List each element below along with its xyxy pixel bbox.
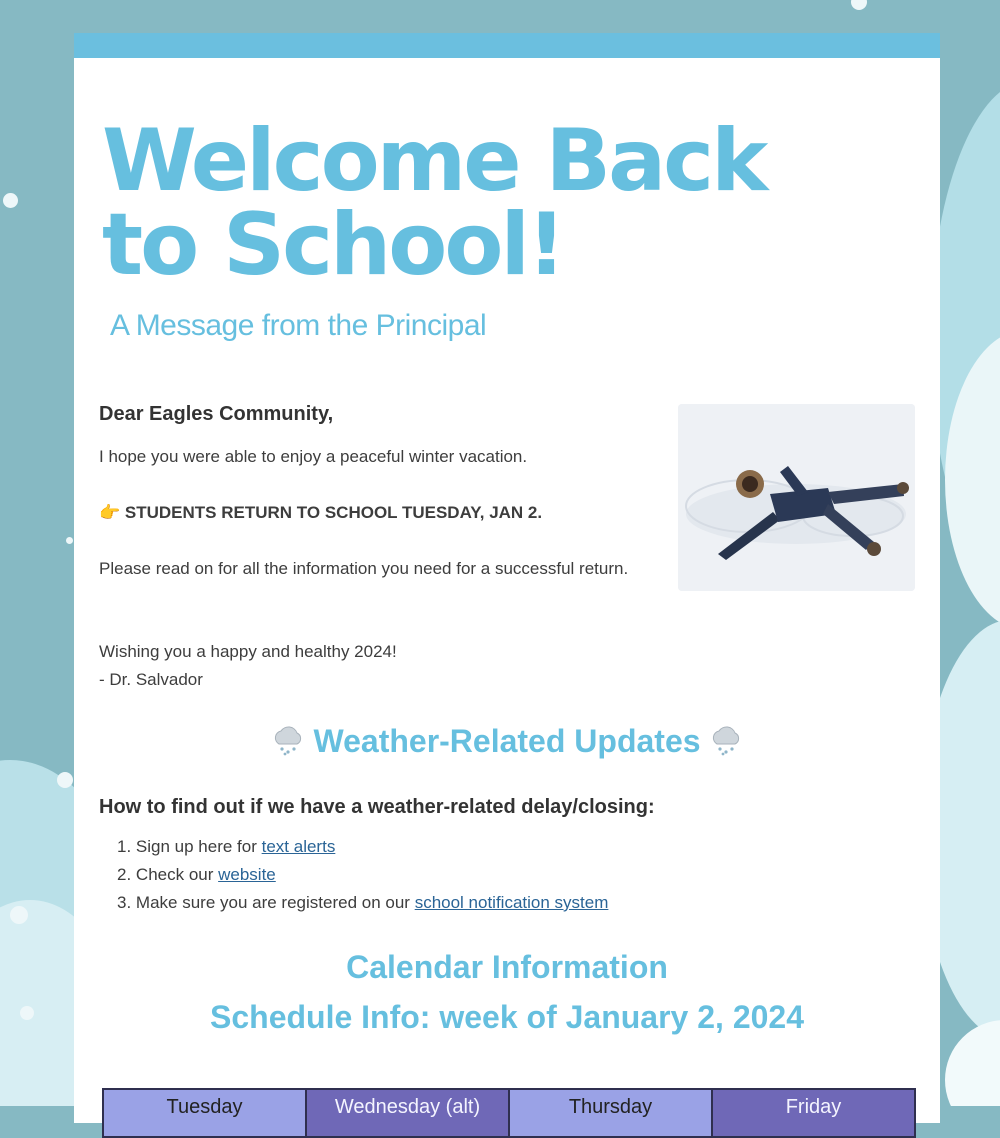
newsletter-card <box>74 33 940 1123</box>
snow-cloud-icon <box>271 724 305 764</box>
letter-intro: I hope you were able to enjoy a peaceful winter vacation. <box>99 447 528 466</box>
snow-angel-photo <box>678 404 915 591</box>
schedule-table <box>102 1088 916 1138</box>
snow-cloud-icon <box>709 724 743 764</box>
snow-angel-illustration <box>678 404 915 591</box>
letter-greeting: Dear Eagles Community, <box>99 403 334 425</box>
card-top-bar <box>74 33 940 58</box>
list-item <box>99 889 608 917</box>
step-text: Make sure you are registered on our <box>135 893 415 912</box>
page-title: Welcome Back to School! <box>102 111 766 295</box>
return-notice-text: STUDENTS RETURN TO SCHOOL TUESDAY, JAN 2. <box>124 503 543 522</box>
return-notice <box>99 499 639 527</box>
letter-signature: - Dr. Salvador <box>99 670 203 689</box>
step-number: 1. <box>117 837 132 856</box>
step-number: 3. <box>117 893 132 912</box>
notification-system-link[interactable]: school notification system <box>414 893 609 912</box>
step-text: Sign up here for <box>135 837 262 856</box>
table-header-tuesday: Tuesday <box>103 1089 306 1137</box>
letter-wish: Wishing you a happy and healthy 2024! <box>99 642 397 661</box>
step-text: Check our <box>135 865 219 884</box>
table-header-row <box>103 1089 915 1137</box>
letter-closing <box>99 638 639 694</box>
calendar-section-title: Calendar Information <box>346 949 668 985</box>
table-header-thursday: Thursday <box>509 1089 712 1137</box>
page-subtitle: A Message from the Principal <box>110 309 487 342</box>
text-alerts-link[interactable]: text alerts <box>261 837 336 856</box>
pointing-hand-icon: 👉 <box>99 503 121 522</box>
weather-section-title <box>74 723 940 764</box>
table-header-wednesday: Wednesday (alt) <box>306 1089 509 1137</box>
website-link[interactable]: website <box>218 865 276 884</box>
step-number: 2. <box>117 865 132 884</box>
weather-title-text: Weather-Related Updates <box>313 723 701 759</box>
weather-steps-list <box>99 833 608 917</box>
schedule-title: Schedule Info: week of January 2, 2024 <box>210 999 804 1035</box>
weather-howto-heading: How to find out if we have a weather-related delay/closing: <box>99 796 655 818</box>
table-header-friday: Friday <box>712 1089 915 1137</box>
list-item <box>99 861 608 889</box>
list-item <box>99 833 608 861</box>
letter-read-on: Please read on for all the information you need for a successful return. <box>99 559 629 578</box>
